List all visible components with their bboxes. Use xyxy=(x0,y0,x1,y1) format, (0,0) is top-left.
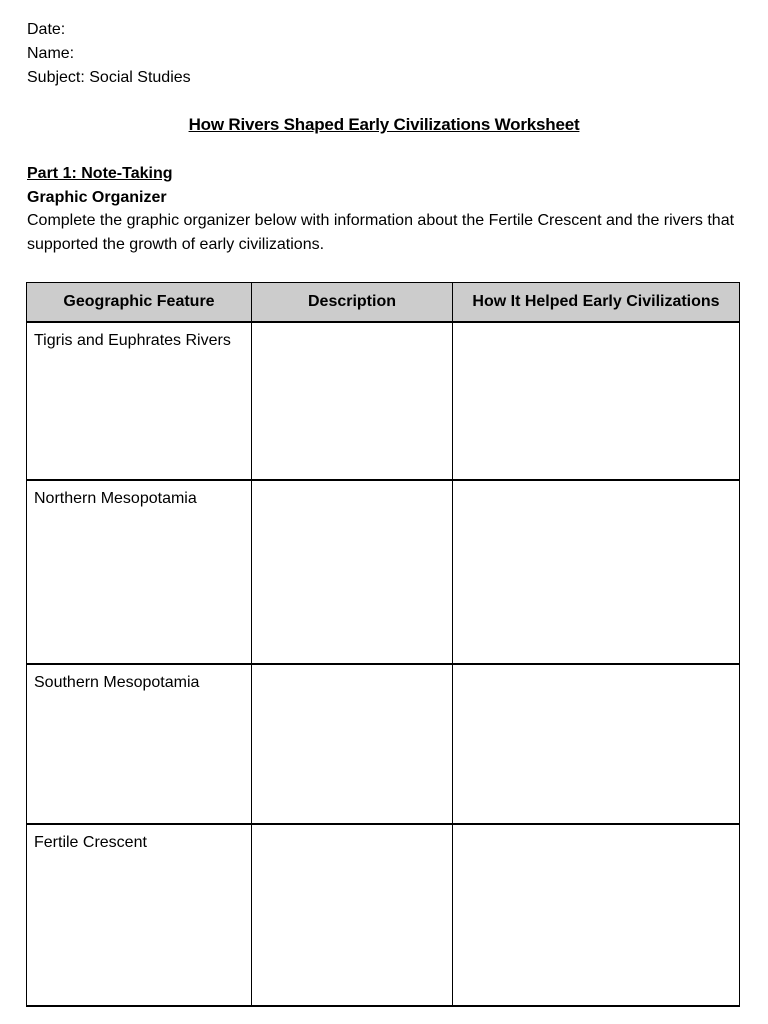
column-header-geographic-feature: Geographic Feature xyxy=(27,283,252,323)
name-label: Name: xyxy=(27,45,75,62)
part1-heading: Part 1: Note-Taking xyxy=(27,165,173,182)
feature-cell: Southern Mesopotamia xyxy=(27,664,252,824)
table-row xyxy=(27,824,740,1006)
description-cell[interactable] xyxy=(252,480,453,664)
how-helped-cell[interactable] xyxy=(453,322,740,480)
description-cell[interactable] xyxy=(252,322,453,480)
how-helped-cell[interactable] xyxy=(453,480,740,664)
graphic-organizer-table xyxy=(26,282,740,1007)
date-label: Date: xyxy=(27,21,66,38)
column-header-description: Description xyxy=(252,283,453,323)
feature-cell: Fertile Crescent xyxy=(27,824,252,1006)
worksheet-title: How Rivers Shaped Early Civilizations Worksheet xyxy=(188,115,580,134)
table-row xyxy=(27,322,740,480)
worksheet-header xyxy=(27,18,191,90)
table-row xyxy=(27,480,740,664)
graphic-organizer-heading: Graphic Organizer xyxy=(27,189,167,206)
description-cell[interactable] xyxy=(252,824,453,1006)
how-helped-cell[interactable] xyxy=(453,664,740,824)
description-cell[interactable] xyxy=(252,664,453,824)
table-header-row xyxy=(27,283,740,323)
feature-cell: Northern Mesopotamia xyxy=(27,480,252,664)
table-row xyxy=(27,664,740,824)
how-helped-cell[interactable] xyxy=(453,824,740,1006)
column-header-how-it-helped: How It Helped Early Civilizations xyxy=(453,283,740,323)
subject-label: Subject: Social Studies xyxy=(27,69,191,86)
instructions-text: Complete the graphic organizer below with information about the Fertile Crescent and the rivers that supported the growth of early civilizations. xyxy=(27,212,735,253)
feature-cell: Tigris and Euphrates Rivers xyxy=(27,322,252,480)
